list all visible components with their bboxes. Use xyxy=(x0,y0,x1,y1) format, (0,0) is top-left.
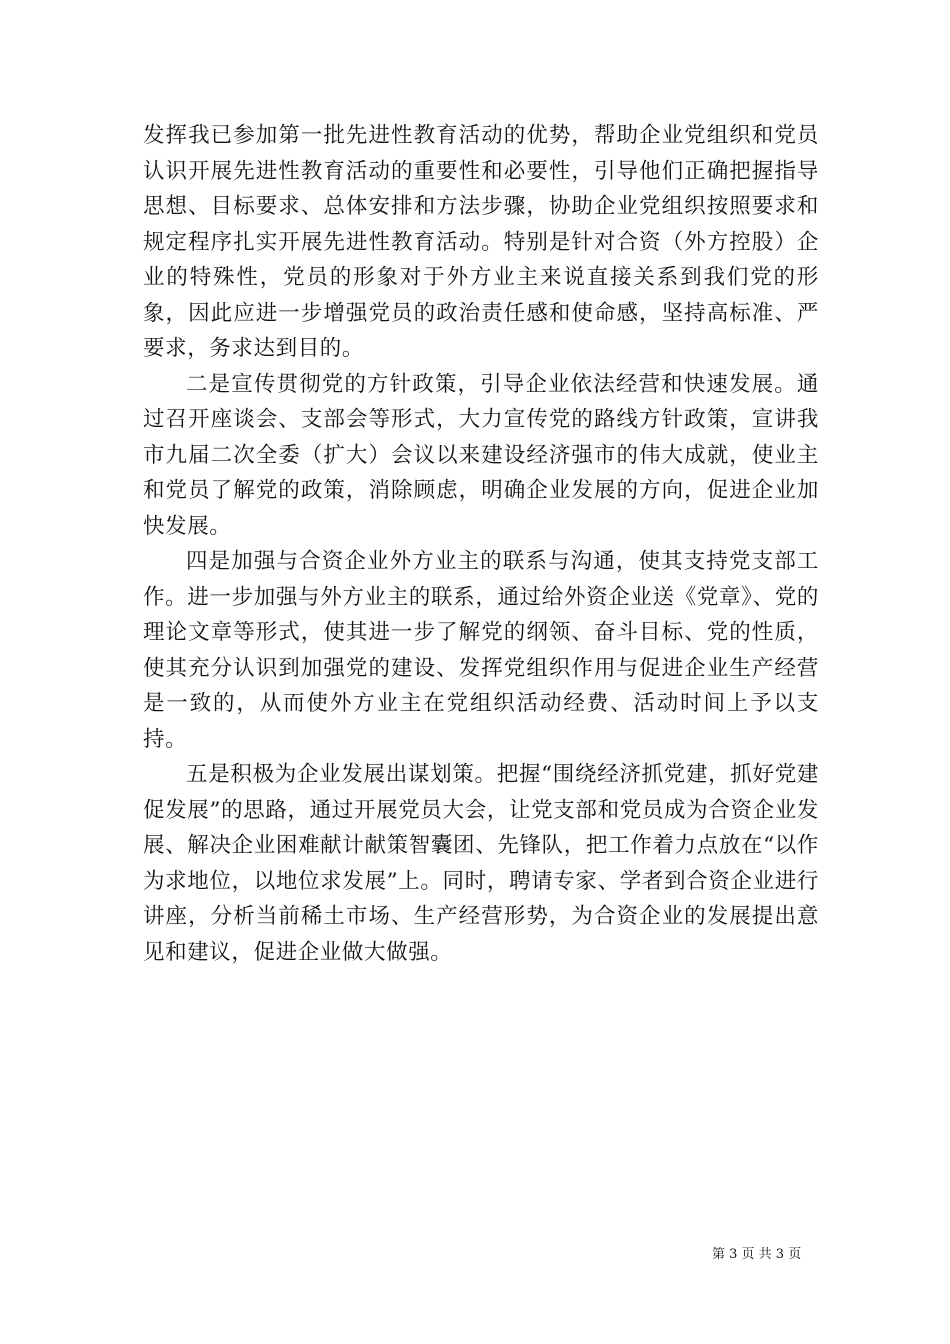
document-body xyxy=(143,118,819,970)
paragraph-point-five: 五是积极为企业发展出谋划策。把握“围绕经济抓党建，抓好党建促发展”的思路，通过开展党员大会，让党支部和党员成为合资企业发展、解决企业困难献计献策智囊团、先锋队，把工作着力点放在“以作为求地位，以地位求发展”上。同时，聘请专家、学者到合资企业进行讲座，分析当前稀土市场、生产经营形势，为合资企业的发展提出意见和建议，促进企业做大做强。 xyxy=(143,762,819,965)
paragraph-point-four: 四是加强与合资企业外方业主的联系与沟通，使其支持党支部工作。进一步加强与外方业主的联系，通过给外资企业送《党章》、党的理论文章等形式，使其进一步了解党的纲领、奋斗目标、党的性质，使其充分认识到加强党的建设、发挥党组织作用与促进企业生产经营是一致的，从而使外方业主在党组织活动经费、活动时间上予以支持。 xyxy=(143,549,819,752)
page-number: 第 3 页 共 3 页 xyxy=(712,1247,802,1262)
paragraph-point-two: 二是宣传贯彻党的方针政策，引导企业依法经营和快速发展。通过召开座谈会、支部会等形式，大力宣传党的路线方针政策，宣讲我市九届二次全委（扩大）会议以来建设经济强市的伟大成就，使业主和党员了解党的政策，消除顾虑，明确企业发展的方向，促进企业加快发展。 xyxy=(143,371,819,539)
paragraph-continuation: 发挥我已参加第一批先进性教育活动的优势，帮助企业党组织和党员认识开展先进性教育活动的重要性和必要性，引导他们正确把握指导思想、目标要求、总体安排和方法步骤，协助企业党组织按照要求和规定程序扎实开展先进性教育活动。特别是针对合资（外方控股）企业的特殊性，党员的形象对于外方业主来说直接关系到我们党的形象，因此应进一步增强党员的政治责任感和使命感，坚持高标准、严要求，务求达到目的。 xyxy=(143,123,819,361)
